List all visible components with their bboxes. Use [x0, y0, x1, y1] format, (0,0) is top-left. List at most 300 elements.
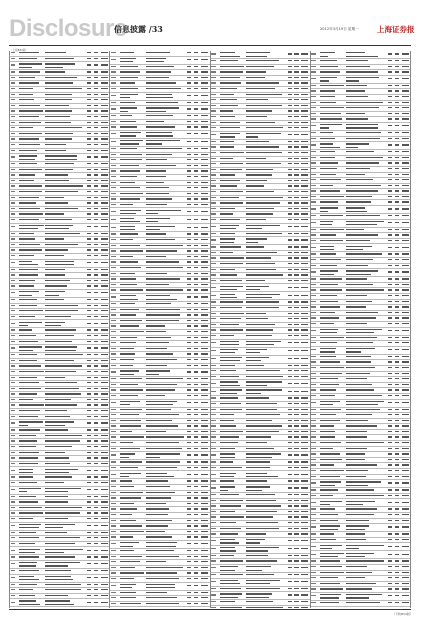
- table-cell: [110, 395, 119, 398]
- table-cell: [193, 187, 200, 190]
- cell-text-block: [288, 301, 292, 302]
- table-cell: [293, 174, 300, 177]
- cell-text-block: [402, 222, 409, 223]
- table-cell: [200, 497, 210, 500]
- table-cell: [10, 274, 19, 277]
- cell-text-block: [101, 570, 108, 571]
- cell-text-block: [294, 461, 298, 462]
- table-cell: [45, 469, 86, 474]
- cell-text-block: [246, 588, 280, 589]
- cell-text-block: [120, 278, 136, 279]
- cell-text-block: [220, 324, 239, 325]
- table-cell: [293, 77, 300, 80]
- cell-text-block: [146, 210, 181, 211]
- cell-text-block: [111, 325, 116, 326]
- table-cell: [220, 560, 246, 563]
- cell-text-block: [220, 550, 236, 551]
- table-cell: [86, 249, 93, 252]
- cell-text-block: [194, 182, 198, 183]
- cell-text-block: [395, 96, 399, 97]
- table-cell: [386, 201, 393, 204]
- cell-text-block: [220, 269, 236, 270]
- table-cell: [393, 174, 400, 177]
- table-cell: [200, 182, 210, 185]
- table-cell: [393, 271, 400, 274]
- table-cell: [99, 341, 109, 344]
- cell-text-block: [220, 66, 244, 67]
- cell-text-block: [11, 185, 16, 186]
- table-cell: [245, 403, 286, 406]
- table-cell: [400, 53, 410, 56]
- table-cell: [245, 191, 286, 194]
- cell-text-block: [111, 314, 116, 315]
- table-cell: [293, 197, 300, 200]
- cell-text-block: [101, 52, 108, 53]
- table-cell: [186, 154, 193, 157]
- table-cell: [145, 218, 186, 223]
- cell-text-block: [101, 341, 108, 342]
- cell-text-block: [11, 577, 16, 578]
- cell-text-block: [311, 66, 316, 67]
- table-cell: [286, 474, 293, 477]
- table-cell: [220, 588, 246, 591]
- table-cell: [211, 383, 220, 386]
- cell-text-block: [320, 253, 336, 254]
- cell-text-block: [101, 249, 108, 250]
- table-cell: [320, 278, 346, 281]
- cell-text-block: [320, 118, 342, 119]
- cell-text-block: [388, 295, 392, 296]
- table-cell: [145, 431, 186, 434]
- cell-text-block: [301, 180, 308, 181]
- table-cell: [45, 155, 86, 160]
- cell-text-block: [402, 60, 409, 61]
- cell-text-block: [19, 360, 37, 361]
- cell-text-block: [101, 489, 108, 490]
- cell-text-block: [246, 313, 266, 314]
- table-cell: [293, 454, 300, 457]
- cell-text-block: [120, 325, 140, 326]
- cell-text-block: [201, 342, 208, 343]
- table-cell: [300, 99, 310, 102]
- cell-text-block: [187, 337, 191, 338]
- cell-text-block: [220, 71, 243, 72]
- cell-text-block: [346, 102, 383, 103]
- cell-text-block: [45, 316, 70, 317]
- table-cell: [99, 482, 109, 485]
- table-cell: [286, 122, 293, 125]
- table-cell: [211, 567, 220, 570]
- cell-text-block: [94, 365, 98, 366]
- cell-text-block: [45, 552, 64, 553]
- cell-text-block: [101, 577, 108, 578]
- table-cell: [120, 245, 146, 248]
- cell-text-block: [211, 442, 216, 443]
- table-cell: [220, 252, 246, 255]
- cell-text-block: [187, 389, 191, 390]
- table-cell: [45, 446, 86, 449]
- cell-text-block: [288, 252, 292, 253]
- table-cell: [200, 115, 210, 118]
- table-cell: [186, 508, 193, 511]
- cell-text-block: [194, 371, 198, 372]
- table-cell: [145, 436, 186, 439]
- cell-text-block: [246, 269, 276, 270]
- table-cell: [99, 416, 109, 419]
- table-cell: [10, 226, 19, 229]
- cell-text-block: [146, 52, 171, 53]
- cell-text-block: [220, 500, 244, 501]
- cell-text-block: [120, 587, 132, 588]
- cell-text-block: [101, 563, 108, 564]
- table-cell: [211, 180, 220, 183]
- cell-text-block: [201, 278, 208, 279]
- cell-text-block: [111, 561, 116, 562]
- cell-text-block: [294, 365, 298, 366]
- cell-text-block: [246, 547, 279, 548]
- table-cell: [86, 347, 93, 350]
- cell-text-block: [146, 497, 171, 498]
- table-cell: [393, 284, 400, 287]
- cell-text-block: [19, 491, 27, 492]
- cell-text-block: [45, 341, 72, 342]
- cell-text-block: [311, 85, 316, 86]
- cell-text-block: [111, 525, 116, 526]
- cell-text-block: [187, 454, 191, 455]
- cell-text-block: [87, 525, 91, 526]
- table-cell: [19, 213, 45, 216]
- table-cell: [10, 88, 19, 91]
- table-cell: [300, 301, 310, 304]
- cell-text-block: [301, 522, 308, 523]
- cell-text-block: [201, 514, 208, 515]
- cell-text-block: [194, 126, 198, 127]
- table-cell: [10, 556, 19, 559]
- table-cell: [120, 578, 146, 581]
- table-cell: [10, 354, 19, 357]
- table-cell: [346, 259, 387, 262]
- table-cell: [86, 156, 93, 159]
- table-cell: [211, 376, 220, 379]
- table-cell: [110, 66, 119, 69]
- cell-text-block: [320, 306, 340, 307]
- cell-text-block: [402, 306, 409, 307]
- table-cell: [245, 566, 286, 571]
- table-cell: [120, 520, 146, 523]
- table-cell: [386, 247, 393, 250]
- cell-text-block: [201, 348, 208, 349]
- cell-text-block: [201, 261, 208, 262]
- table-cell: [200, 425, 210, 428]
- table-cell: [193, 474, 200, 477]
- table-cell: [286, 442, 293, 445]
- table-cell: [311, 174, 320, 177]
- table-cell: [211, 127, 220, 130]
- table-cell: [386, 85, 393, 88]
- cell-text-block: [246, 88, 275, 89]
- table-cell: [200, 480, 210, 483]
- table-cell: [186, 436, 193, 439]
- table-cell: [400, 90, 410, 93]
- table-cell: [293, 350, 300, 353]
- cell-text-block: [246, 286, 269, 287]
- table-cell: [286, 269, 293, 272]
- table-cell: [211, 141, 220, 144]
- cell-text-block: [111, 486, 116, 487]
- table-cell: [220, 152, 246, 155]
- table-cell: [211, 94, 220, 97]
- cell-text-block: [101, 127, 108, 128]
- table-cell: [186, 378, 193, 381]
- cell-text-block: [201, 578, 208, 579]
- table-cell: [293, 269, 300, 272]
- table-cell: [193, 170, 200, 173]
- cell-text-block: [120, 135, 137, 136]
- cell-text-block: [211, 66, 216, 67]
- cell-text-block: [220, 425, 236, 426]
- cell-text-block: [94, 388, 98, 389]
- table-cell: [286, 301, 293, 304]
- table-cell: [110, 474, 119, 477]
- cell-text-block: [94, 169, 98, 170]
- table-cell: [200, 467, 210, 470]
- table-cell: [99, 163, 109, 166]
- table-cell: [186, 486, 193, 489]
- table-cell: [346, 118, 387, 121]
- cell-text-block: [311, 208, 316, 209]
- cell-text-block: [111, 204, 116, 205]
- table-cell: [245, 208, 286, 211]
- cell-text-block: [246, 136, 258, 137]
- cell-text-block: [301, 431, 308, 432]
- cell-text-block: [220, 257, 244, 258]
- cell-text-block: [220, 516, 244, 517]
- table-cell: [220, 414, 246, 417]
- table-cell: [93, 410, 100, 413]
- table-cell: [186, 550, 193, 553]
- table-cell: [400, 222, 410, 225]
- table-cell: [245, 122, 286, 125]
- cell-text-block: [45, 440, 80, 441]
- table-cell: [200, 508, 210, 511]
- table-cell: [186, 278, 193, 281]
- cell-text-block: [294, 88, 298, 89]
- table-cell: [45, 233, 86, 236]
- table-cell: [145, 325, 186, 328]
- cell-text-block: [94, 507, 98, 508]
- table-cell: [300, 555, 310, 558]
- table-cell: [93, 58, 100, 61]
- table-cell: [300, 202, 310, 205]
- table-cell: [300, 88, 310, 91]
- table-cell: [110, 227, 119, 230]
- cell-text-block: [201, 289, 208, 290]
- table-cell: [386, 66, 393, 69]
- table-cell: [211, 246, 220, 249]
- cell-text-block: [45, 159, 76, 160]
- cell-text-block: [288, 511, 292, 512]
- cell-text-block: [111, 492, 116, 493]
- cell-text-block: [301, 365, 308, 366]
- table-cell: [93, 440, 100, 443]
- cell-text-block: [146, 542, 177, 543]
- cell-text-block: [201, 442, 208, 443]
- cell-text-block: [45, 482, 64, 483]
- cell-text-block: [294, 257, 298, 258]
- cell-text-block: [87, 404, 91, 405]
- table-cell: [120, 210, 146, 215]
- table-cell: [245, 528, 286, 531]
- table-cell: [245, 505, 286, 508]
- table-cell: [300, 122, 310, 125]
- cell-text-block: [87, 452, 91, 453]
- table-cell: [386, 107, 393, 110]
- table-cell: [286, 152, 293, 155]
- table-cell: [200, 273, 210, 276]
- cell-text-block: [294, 226, 298, 227]
- table-cell: [386, 284, 393, 287]
- table-cell: [245, 486, 286, 491]
- cell-text-block: [45, 421, 74, 422]
- table-cell: [99, 292, 109, 295]
- table-cell: [93, 191, 100, 194]
- table-cell: [200, 520, 210, 523]
- table-cell: [220, 71, 246, 74]
- cell-text-block: [388, 118, 392, 119]
- table-cell: [10, 262, 19, 265]
- table-cell: [386, 138, 393, 141]
- table-cell: [186, 585, 193, 588]
- cell-text-block: [395, 90, 399, 91]
- table-cell: [93, 496, 100, 499]
- table-cell: [45, 249, 86, 252]
- cell-text-block: [194, 303, 198, 304]
- cell-text-block: [120, 210, 141, 211]
- table-cell: [10, 144, 19, 147]
- cell-text-block: [87, 518, 91, 519]
- cell-text-block: [301, 71, 308, 72]
- table-cell: [320, 201, 346, 204]
- cell-text-block: [402, 151, 409, 152]
- table-cell: [245, 94, 286, 97]
- table-cell: [300, 500, 310, 503]
- cell-text-block: [301, 263, 308, 264]
- cell-text-block: [402, 253, 409, 254]
- table-cell: [400, 295, 410, 298]
- cell-text-block: [120, 476, 129, 477]
- table-cell: [200, 187, 210, 190]
- table-cell: [220, 436, 246, 439]
- table-cell: [99, 595, 109, 598]
- table-cell: [45, 99, 86, 102]
- table-cell: [311, 295, 320, 298]
- cell-text-block: [294, 567, 298, 568]
- table-cell: [293, 442, 300, 445]
- table-row: [311, 51, 410, 59]
- cell-text-block: [201, 256, 208, 257]
- cell-text-block: [45, 346, 76, 347]
- cell-text-block: [201, 102, 208, 103]
- cell-text-block: [87, 440, 91, 441]
- table-cell: [186, 141, 193, 144]
- table-cell: [300, 53, 310, 56]
- table-cell: [400, 66, 410, 69]
- table-cell: [393, 157, 400, 160]
- cell-text-block: [288, 318, 292, 319]
- cell-text-block: [87, 602, 91, 603]
- cell-text-block: [388, 247, 392, 248]
- table-cell: [200, 442, 210, 445]
- cell-text-block: [19, 425, 27, 426]
- cell-text-block: [101, 335, 108, 336]
- table-cell: [19, 155, 45, 160]
- table-cell: [193, 359, 200, 362]
- table-cell: [145, 486, 186, 489]
- cell-text-block: [211, 213, 216, 214]
- cell-text-block: [220, 233, 236, 234]
- cell-text-block: [87, 269, 91, 270]
- table-cell: [93, 416, 100, 419]
- cell-text-block: [320, 168, 337, 169]
- cell-text-block: [101, 255, 108, 256]
- table-cell: [320, 207, 346, 212]
- cell-text-block: [388, 53, 392, 54]
- table-cell: [86, 310, 93, 313]
- cell-text-block: [288, 467, 292, 468]
- table-cell: [300, 208, 310, 211]
- table-cell: [99, 335, 109, 338]
- table-cell: [120, 503, 146, 506]
- cell-text-block: [288, 287, 292, 288]
- table-cell: [200, 204, 210, 207]
- cell-text-block: [288, 213, 292, 214]
- cell-text-block: [211, 533, 216, 534]
- table-cell: [220, 607, 246, 608]
- cell-text-block: [220, 431, 244, 432]
- cell-text-block: [146, 457, 161, 458]
- table-cell: [110, 467, 119, 470]
- cell-text-block: [194, 402, 198, 403]
- cell-text-block: [87, 244, 91, 245]
- table-cell: [320, 132, 346, 135]
- table-cell: [10, 537, 19, 540]
- table-cell: [120, 52, 146, 55]
- cell-text-block: [301, 252, 308, 253]
- table-cell: [320, 221, 346, 226]
- table-cell: [19, 360, 45, 363]
- table-cell: [400, 208, 410, 211]
- cell-text-block: [294, 116, 298, 117]
- cell-text-block: [87, 305, 91, 306]
- cell-text-block: [294, 233, 298, 234]
- table-cell: [186, 420, 193, 423]
- cell-text-block: [294, 213, 298, 214]
- cell-text-block: [101, 452, 108, 453]
- table-cell: [93, 563, 100, 566]
- cell-text-block: [211, 467, 216, 468]
- table-cell: [45, 169, 86, 172]
- cell-text-block: [87, 429, 91, 430]
- table-cell: [311, 201, 320, 204]
- table-cell: [45, 570, 86, 573]
- table-cell: [200, 337, 210, 340]
- cell-text-block: [211, 516, 216, 517]
- cell-text-block: [94, 410, 98, 411]
- cell-text-block: [220, 280, 242, 281]
- cell-text-block: [19, 163, 37, 164]
- cell-text-block: [311, 284, 316, 285]
- cell-text-block: [120, 497, 141, 498]
